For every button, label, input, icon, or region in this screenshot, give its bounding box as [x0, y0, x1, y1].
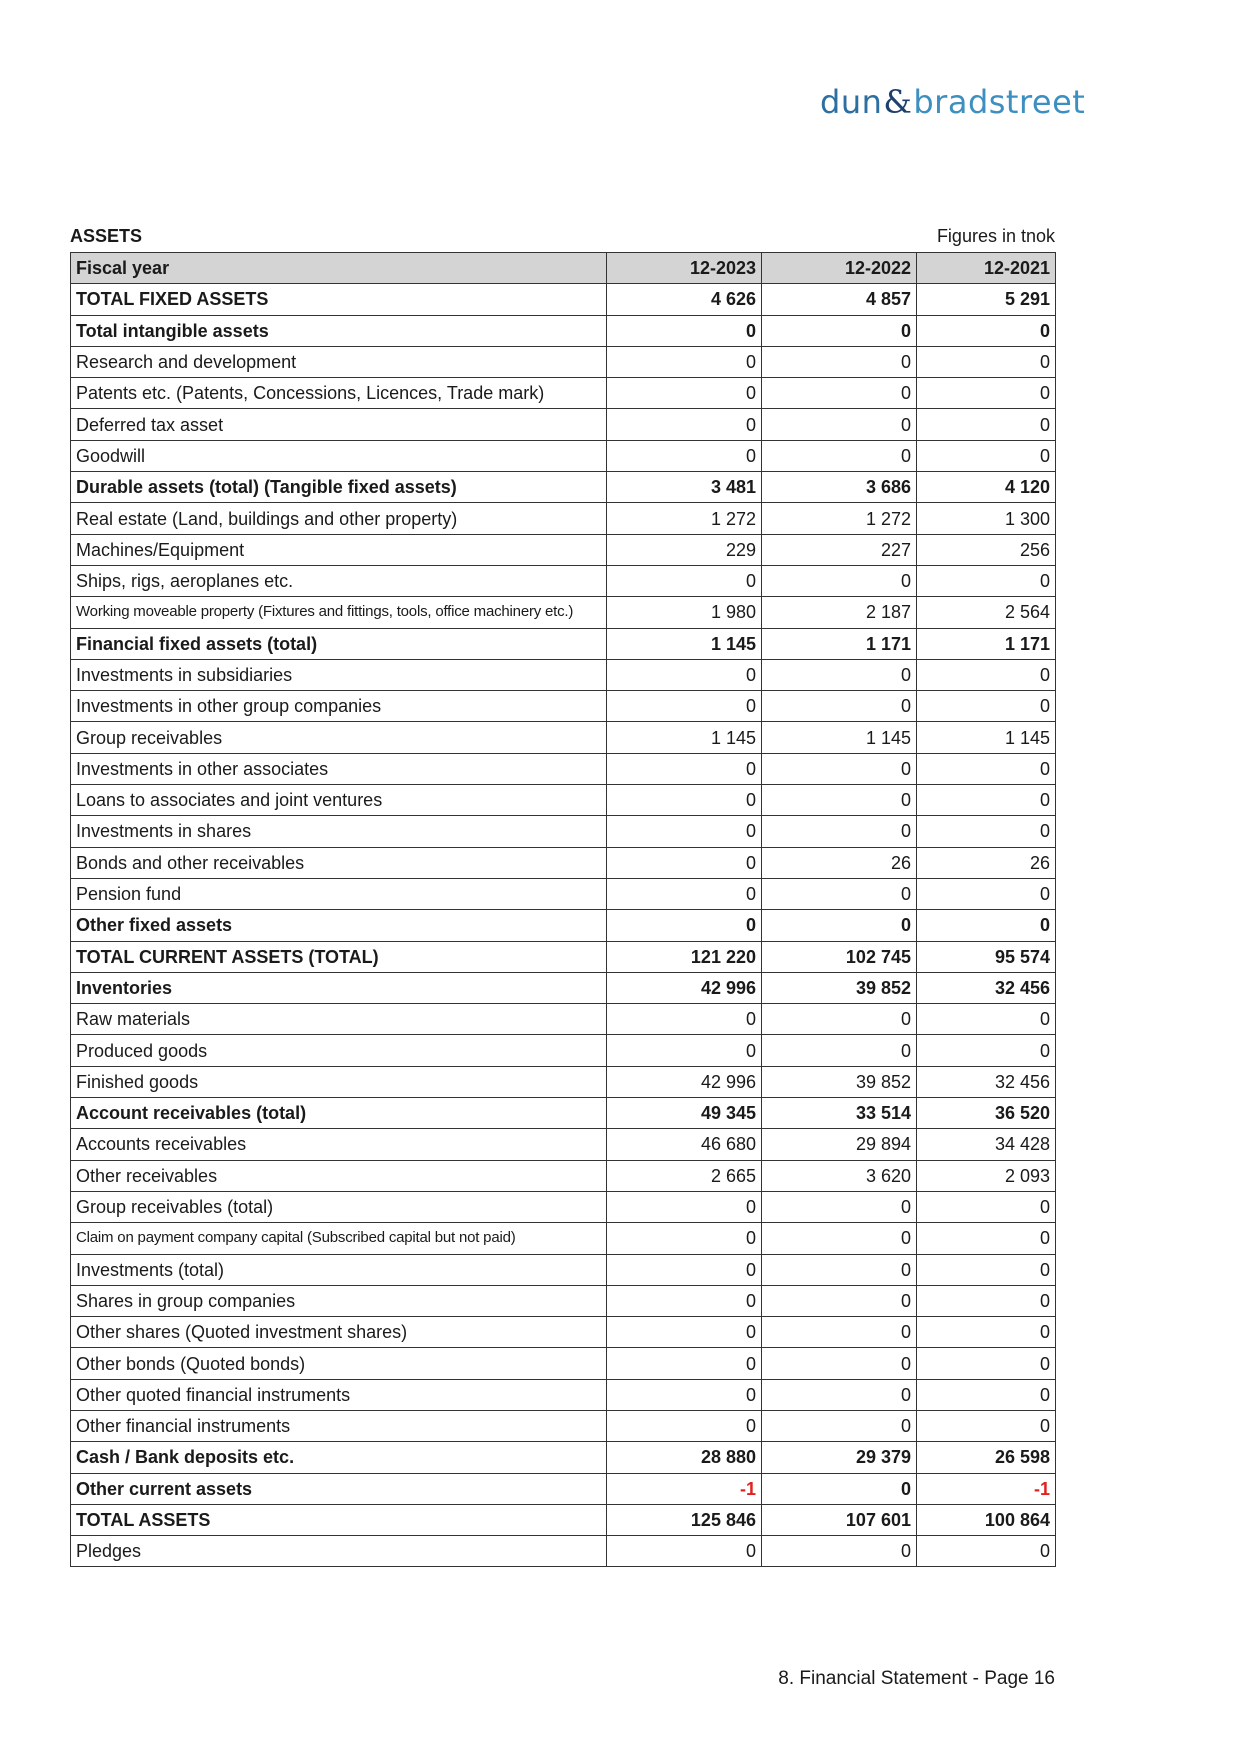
table-row — [71, 878, 1056, 909]
row-value: 36 520 — [917, 1098, 1056, 1129]
table-row — [71, 284, 1056, 315]
row-value: 49 345 — [607, 1098, 762, 1129]
row-value: 227 — [762, 534, 917, 565]
row-value: 107 601 — [762, 1504, 917, 1535]
row-value: 0 — [917, 1379, 1056, 1410]
row-value: 3 620 — [762, 1160, 917, 1191]
row-value: 0 — [607, 1348, 762, 1379]
row-value: 0 — [762, 816, 917, 847]
row-value: 0 — [917, 659, 1056, 690]
row-label: Produced goods — [71, 1035, 607, 1066]
table-row — [71, 722, 1056, 753]
row-value: 100 864 — [917, 1504, 1056, 1535]
row-value: 1 145 — [607, 628, 762, 659]
row-value: 0 — [762, 785, 917, 816]
row-value: 121 220 — [607, 941, 762, 972]
row-label: Real estate (Land, buildings and other property) — [71, 503, 607, 534]
row-value: 2 187 — [762, 597, 917, 628]
row-value: 4 120 — [917, 472, 1056, 503]
row-value: 0 — [917, 1285, 1056, 1316]
row-value: 26 — [917, 847, 1056, 878]
table-row — [71, 1317, 1056, 1348]
row-value: 0 — [917, 315, 1056, 346]
section-title: ASSETS — [70, 225, 143, 246]
row-value: 39 852 — [762, 1066, 917, 1097]
row-label: Working moveable property (Fixtures and fittings, tools, office machinery etc.) — [71, 597, 607, 628]
row-label: Finished goods — [71, 1066, 607, 1097]
table-row — [71, 753, 1056, 784]
table-row — [71, 1066, 1056, 1097]
row-value: 102 745 — [762, 941, 917, 972]
row-value: 4 857 — [762, 284, 917, 315]
row-value: 4 626 — [607, 284, 762, 315]
row-value: 0 — [762, 1317, 917, 1348]
table-row — [71, 910, 1056, 941]
logo-text-dun: dun — [820, 83, 883, 121]
row-value: 46 680 — [607, 1129, 762, 1160]
row-value: 0 — [762, 878, 917, 909]
row-value: 32 456 — [917, 972, 1056, 1003]
row-label: Group receivables (total) — [71, 1191, 607, 1222]
table-row — [71, 409, 1056, 440]
row-value: 29 379 — [762, 1442, 917, 1473]
row-value: 0 — [762, 1254, 917, 1285]
row-value: 0 — [917, 1536, 1056, 1567]
row-value: 0 — [762, 659, 917, 690]
row-label: Pension fund — [71, 878, 607, 909]
row-value: 256 — [917, 534, 1056, 565]
row-value: 0 — [917, 878, 1056, 909]
row-value: 0 — [762, 346, 917, 377]
row-value: 0 — [607, 409, 762, 440]
table-row — [71, 503, 1056, 534]
table-heading — [70, 222, 1055, 250]
row-value: 0 — [762, 910, 917, 941]
row-value: 0 — [607, 691, 762, 722]
row-value: 0 — [607, 315, 762, 346]
row-value: 0 — [762, 1191, 917, 1222]
table-row — [71, 534, 1056, 565]
table-row — [71, 1442, 1056, 1473]
row-value: 0 — [917, 1254, 1056, 1285]
row-label: Research and development — [71, 346, 607, 377]
row-value: 0 — [762, 378, 917, 409]
row-value: 0 — [917, 785, 1056, 816]
table-row — [71, 847, 1056, 878]
table-row — [71, 1223, 1056, 1254]
row-value: 0 — [607, 910, 762, 941]
row-value: 2 093 — [917, 1160, 1056, 1191]
table-row — [71, 1098, 1056, 1129]
row-value: 0 — [607, 659, 762, 690]
row-value: 26 598 — [917, 1442, 1056, 1473]
row-value: 0 — [607, 346, 762, 377]
row-label: Other financial instruments — [71, 1410, 607, 1441]
row-label: Investments (total) — [71, 1254, 607, 1285]
row-value: 26 — [762, 847, 917, 878]
table-row — [71, 1035, 1056, 1066]
row-value: 1 300 — [917, 503, 1056, 534]
table-row — [71, 346, 1056, 377]
row-value: 0 — [762, 1473, 917, 1504]
table-row — [71, 1191, 1056, 1222]
row-value: 29 894 — [762, 1129, 917, 1160]
row-value: 42 996 — [607, 1066, 762, 1097]
row-value: 0 — [762, 1285, 917, 1316]
row-label: Patents etc. (Patents, Concessions, Licences, Trade mark) — [71, 378, 607, 409]
row-value: 34 428 — [917, 1129, 1056, 1160]
row-value: 0 — [607, 378, 762, 409]
row-value: 32 456 — [917, 1066, 1056, 1097]
row-label: Pledges — [71, 1536, 607, 1567]
row-label: Other receivables — [71, 1160, 607, 1191]
table-row — [71, 1160, 1056, 1191]
row-value: 39 852 — [762, 972, 917, 1003]
row-label: Other bonds (Quoted bonds) — [71, 1348, 607, 1379]
row-label: Goodwill — [71, 440, 607, 471]
row-value: 0 — [917, 440, 1056, 471]
table-row — [71, 785, 1056, 816]
row-label: Accounts receivables — [71, 1129, 607, 1160]
row-value: 0 — [607, 753, 762, 784]
row-value: 28 880 — [607, 1442, 762, 1473]
table-row — [71, 659, 1056, 690]
row-value: 0 — [762, 1223, 917, 1254]
row-value: 95 574 — [917, 941, 1056, 972]
row-value: 0 — [917, 1191, 1056, 1222]
row-value: 0 — [917, 816, 1056, 847]
row-value: 0 — [607, 1004, 762, 1035]
table-row — [71, 1348, 1056, 1379]
table-row — [71, 1379, 1056, 1410]
row-value: 1 145 — [607, 722, 762, 753]
row-value: 0 — [762, 1379, 917, 1410]
row-value: 0 — [607, 816, 762, 847]
row-value: 0 — [607, 1317, 762, 1348]
row-value: 0 — [607, 440, 762, 471]
row-value: 0 — [607, 565, 762, 596]
table-row — [71, 472, 1056, 503]
table-row — [71, 597, 1056, 628]
row-value: 0 — [762, 440, 917, 471]
row-label: Deferred tax asset — [71, 409, 607, 440]
row-value: 0 — [917, 1317, 1056, 1348]
row-value: 229 — [607, 534, 762, 565]
assets-table — [70, 252, 1056, 1567]
header-year-2023: 12-2023 — [607, 253, 762, 284]
row-value: 0 — [607, 847, 762, 878]
row-value: 0 — [762, 1004, 917, 1035]
dun-bradstreet-logo — [820, 80, 1086, 124]
row-value: 0 — [917, 910, 1056, 941]
row-value: 0 — [917, 409, 1056, 440]
row-label: Investments in subsidiaries — [71, 659, 607, 690]
table-row — [71, 565, 1056, 596]
row-value: 0 — [917, 565, 1056, 596]
row-value: 0 — [762, 753, 917, 784]
row-label: Durable assets (total) (Tangible fixed assets) — [71, 472, 607, 503]
table-row — [71, 1473, 1056, 1504]
table-row — [71, 378, 1056, 409]
row-label: Investments in shares — [71, 816, 607, 847]
row-value: 0 — [917, 378, 1056, 409]
row-value: 0 — [762, 409, 917, 440]
table-row — [71, 1536, 1056, 1567]
table-header-row — [71, 253, 1056, 284]
logo-text-bradstreet: bradstreet — [913, 83, 1086, 121]
row-value: 1 272 — [607, 503, 762, 534]
row-value: 1 171 — [917, 628, 1056, 659]
row-value: 0 — [607, 1379, 762, 1410]
row-value: 2 665 — [607, 1160, 762, 1191]
row-value: 1 171 — [762, 628, 917, 659]
table-row — [71, 1285, 1056, 1316]
row-value: 0 — [762, 565, 917, 596]
row-label: Loans to associates and joint ventures — [71, 785, 607, 816]
row-label: Ships, rigs, aeroplanes etc. — [71, 565, 607, 596]
table-row — [71, 941, 1056, 972]
row-value: 33 514 — [762, 1098, 917, 1129]
row-value: 0 — [607, 1035, 762, 1066]
header-year-2022: 12-2022 — [762, 253, 917, 284]
row-value: 1 272 — [762, 503, 917, 534]
row-value: 0 — [762, 315, 917, 346]
table-row — [71, 816, 1056, 847]
row-label: Bonds and other receivables — [71, 847, 607, 878]
row-label: Financial fixed assets (total) — [71, 628, 607, 659]
row-label: Other quoted financial instruments — [71, 1379, 607, 1410]
row-label: Investments in other associates — [71, 753, 607, 784]
table-row — [71, 1004, 1056, 1035]
row-value: 0 — [607, 1536, 762, 1567]
table-row — [71, 440, 1056, 471]
row-value: 0 — [607, 785, 762, 816]
row-label: Inventories — [71, 972, 607, 1003]
row-value: 0 — [917, 346, 1056, 377]
row-label: Total intangible assets — [71, 315, 607, 346]
row-value: 0 — [917, 753, 1056, 784]
row-value: 125 846 — [607, 1504, 762, 1535]
row-value: 0 — [607, 1285, 762, 1316]
row-value: 0 — [917, 1035, 1056, 1066]
row-value: 0 — [762, 1536, 917, 1567]
row-value: 0 — [762, 1348, 917, 1379]
row-value: 0 — [917, 1004, 1056, 1035]
row-label: Other shares (Quoted investment shares) — [71, 1317, 607, 1348]
table-row — [71, 628, 1056, 659]
row-value: 0 — [762, 1035, 917, 1066]
row-label: Machines/Equipment — [71, 534, 607, 565]
row-label: Shares in group companies — [71, 1285, 607, 1316]
row-value: -1 — [917, 1473, 1056, 1504]
table-row — [71, 1504, 1056, 1535]
row-value: 0 — [917, 1410, 1056, 1441]
row-label: Other fixed assets — [71, 910, 607, 941]
row-value: 0 — [607, 878, 762, 909]
table-row — [71, 1254, 1056, 1285]
table-row — [71, 972, 1056, 1003]
logo-ampersand: & — [883, 83, 913, 121]
row-value: -1 — [607, 1473, 762, 1504]
row-label: TOTAL CURRENT ASSETS (TOTAL) — [71, 941, 607, 972]
table-row — [71, 1129, 1056, 1160]
row-label: TOTAL FIXED ASSETS — [71, 284, 607, 315]
row-value: 0 — [607, 1254, 762, 1285]
row-value: 0 — [917, 691, 1056, 722]
row-value: 1 980 — [607, 597, 762, 628]
row-value: 0 — [917, 1223, 1056, 1254]
row-label: Account receivables (total) — [71, 1098, 607, 1129]
row-label: Investments in other group companies — [71, 691, 607, 722]
row-value: 0 — [607, 1223, 762, 1254]
row-value: 3 686 — [762, 472, 917, 503]
table-row — [71, 1410, 1056, 1441]
row-value: 0 — [917, 1348, 1056, 1379]
row-value: 0 — [762, 1410, 917, 1441]
row-label: Other current assets — [71, 1473, 607, 1504]
row-label: Claim on payment company capital (Subscribed capital but not paid) — [71, 1223, 607, 1254]
row-label: Cash / Bank deposits etc. — [71, 1442, 607, 1473]
row-value: 3 481 — [607, 472, 762, 503]
row-label: Group receivables — [71, 722, 607, 753]
header-year-2021: 12-2021 — [917, 253, 1056, 284]
row-value: 1 145 — [762, 722, 917, 753]
table-row — [71, 691, 1056, 722]
row-label: Raw materials — [71, 1004, 607, 1035]
row-value: 1 145 — [917, 722, 1056, 753]
row-value: 2 564 — [917, 597, 1056, 628]
table-row — [71, 315, 1056, 346]
units-note: Figures in tnok — [936, 225, 1055, 246]
row-value: 0 — [607, 1191, 762, 1222]
row-value: 42 996 — [607, 972, 762, 1003]
row-value: 0 — [607, 1410, 762, 1441]
row-value: 0 — [762, 691, 917, 722]
page-footer: 8. Financial Statement - Page 16 — [778, 1668, 1055, 1689]
row-value: 5 291 — [917, 284, 1056, 315]
header-fiscal-year: Fiscal year — [71, 253, 607, 284]
row-label: TOTAL ASSETS — [71, 1504, 607, 1535]
